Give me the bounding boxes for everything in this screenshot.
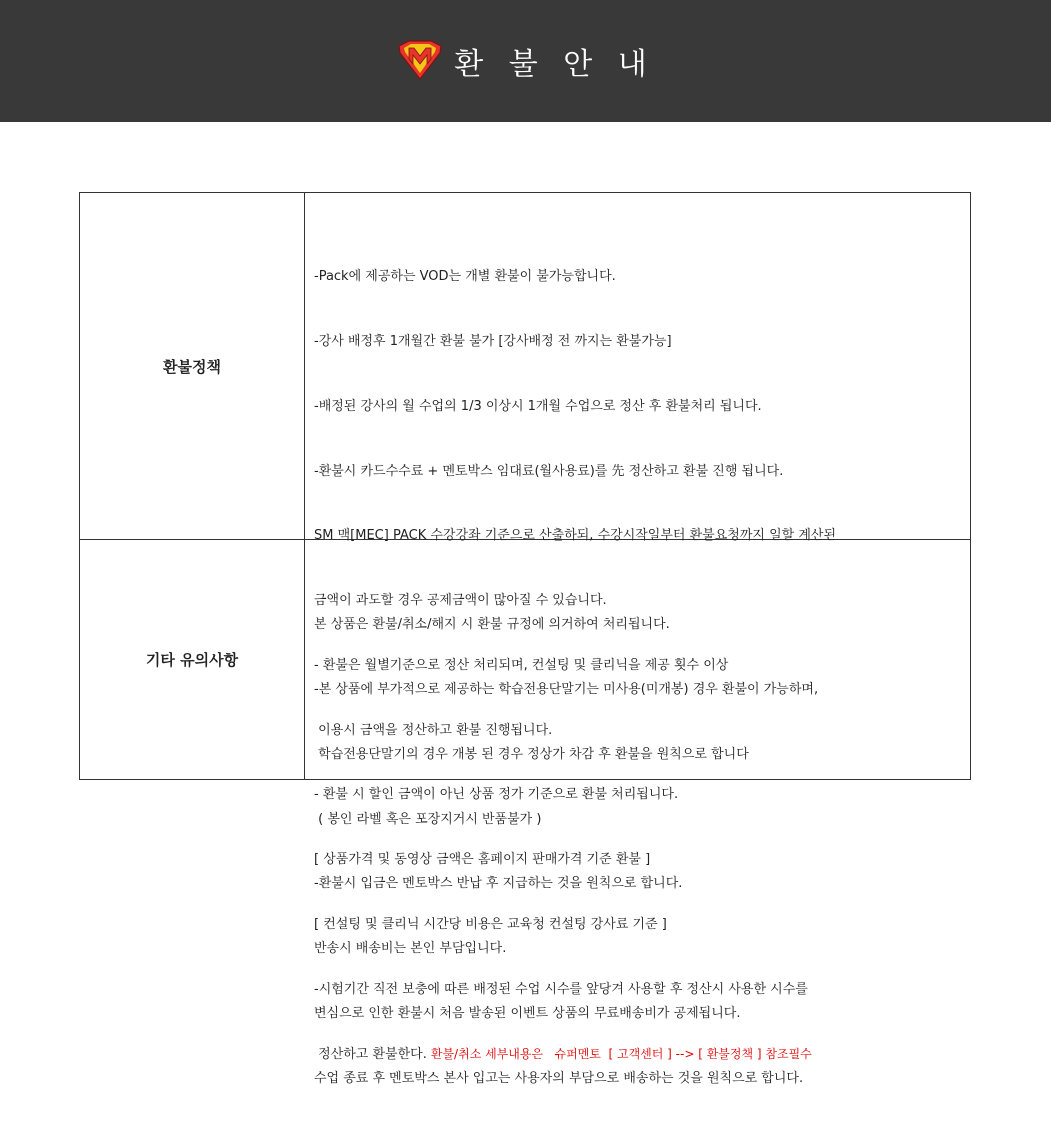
policy-line: -시험기간 직전 보충에 따른 배정된 수업 시수를 앞당겨 사용할 후 정산시 사용한 시수를	[314, 981, 808, 997]
refund-policy-table	[79, 192, 971, 1086]
notes-line: 본 상품은 환불/취소/해지 시 환불 규정에 의거하여 처리됩니다.	[314, 617, 670, 633]
row-label-other-notes: 기타 유의사항	[80, 540, 305, 779]
policy-line-text: 정산하고 환불한다.	[314, 1046, 427, 1062]
policy-line: [ 컨설팅 및 클리닉 시간당 비용은 교육청 컨설팅 강사료 기준 ]	[314, 917, 667, 932]
header-title-group	[0, 37, 1051, 83]
superhero-m-shield-icon	[396, 40, 444, 80]
notes-line: ( 봉인 라벨 혹은 포장지거시 반품불가 )	[314, 811, 542, 827]
policy-line: -배정된 강사의 월 수업의 1/3 이상시 1개월 수업으로 정산 후 환불처리 됩니다.	[314, 398, 762, 414]
policy-line: 금액이 과도할 경우 공제금액이 많아질 수 있습니다.	[314, 593, 607, 609]
policy-line: 이용시 금액을 정산하고 환불 진행됩니다.	[314, 722, 553, 738]
notes-line: 변심으로 인한 환불시 처음 발송된 이벤트 상품의 무료배송비가 공제됩니다.	[314, 1005, 741, 1021]
notes-line: -환불시 입금은 멘토박스 반납 후 지급하는 것을 원칙으로 합니다.	[314, 876, 683, 892]
policy-line: -Pack에 제공하는 VOD는 개별 환불이 불가능합니다.	[314, 269, 616, 285]
notes-line: 반송시 배송비는 본인 부담입니다.	[314, 941, 507, 957]
policy-line-last	[314, 1044, 964, 1066]
notes-line: -본 상품에 부가적으로 제공하는 학습전용단말기는 미사용(미개봉) 경우 환불이 가능하며,	[314, 681, 819, 697]
page-header	[0, 0, 1051, 122]
row-label-refund-policy: 환불정책	[80, 193, 305, 539]
policy-line: - 환불 시 할인 금액이 아닌 상품 정가 기준으로 환불 처리됩니다.	[314, 787, 679, 803]
notes-line: 학습전용단말기의 경우 개봉 된 경우 정상가 차감 후 환불을 원칙으로 합니다	[314, 746, 749, 762]
policy-line: -강사 배정후 1개월간 환불 불가 [강사배정 전 까지는 환불가능]	[314, 333, 672, 349]
policy-line: [ 상품가격 및 동영상 금액은 홈페이지 판매가격 기준 환불 ]	[314, 852, 651, 868]
refund-notice: 환불/취소 세부내용은 슈퍼멘토 [ 고객센터 ] --> [ 환불정책 ] 참조필수	[430, 1046, 812, 1061]
page-title: 환 불 안 내	[454, 47, 655, 82]
policy-line: - 환불은 월별기준으로 정산 처리되며, 컨설팅 및 클리닉을 제공 횟수 이상	[314, 657, 729, 673]
policy-line: -환불시 카드수수료 + 멘토박스 임대료(월사용료)를 先 정산하고 환불 진행 됩니다.	[314, 463, 784, 479]
notes-line: 수업 종료 후 멘토박스 본사 입고는 사용자의 부담으로 배송하는 것을 원칙으로 합니다.	[314, 1070, 804, 1086]
policy-line: SM 맥[MEC] PACK 수강강좌 기준으로 산출하되, 수강시작일부터 환불요청까지 일할 계산된	[314, 528, 837, 544]
